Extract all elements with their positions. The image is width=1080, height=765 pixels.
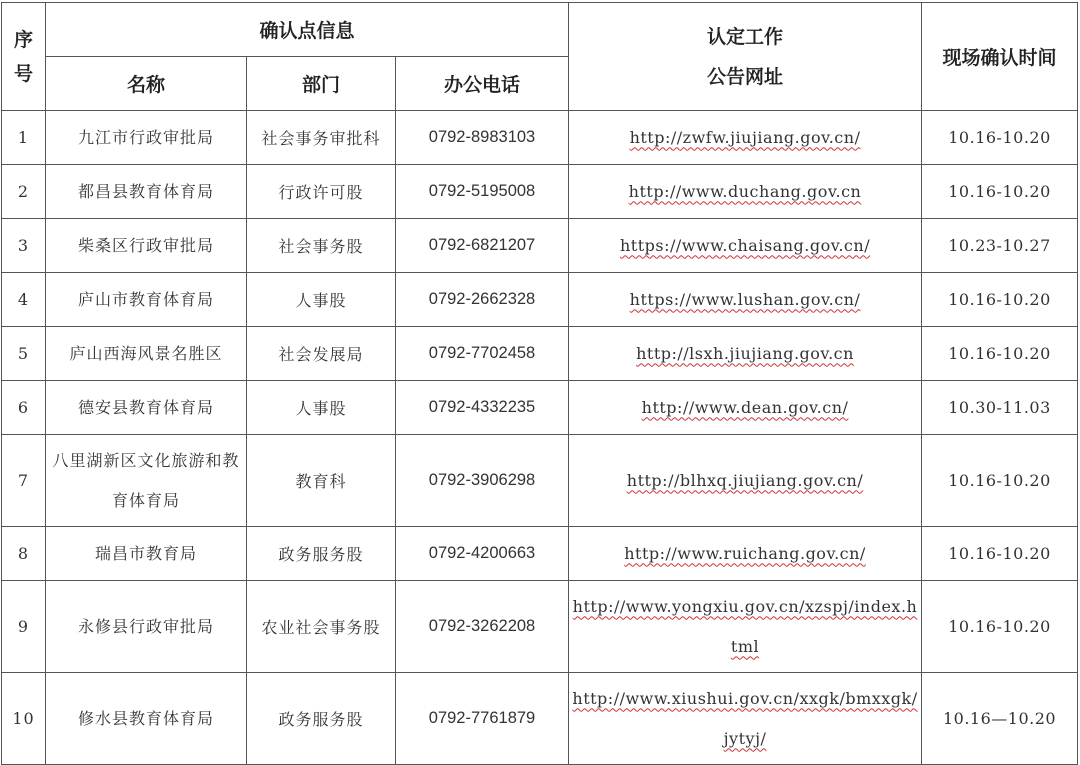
office-phone-cell: 0792-4332235 bbox=[396, 381, 569, 435]
office-name-cell: 都昌县教育体育局 bbox=[46, 165, 247, 219]
office-phone-cell: 0792-6821207 bbox=[396, 219, 569, 273]
office-name-cell: 九江市行政审批局 bbox=[46, 111, 247, 165]
announcement-url-link[interactable]: http://lsxh.jiujiang.gov.cn bbox=[636, 343, 854, 363]
table-row bbox=[2, 219, 1078, 273]
announcement-url-cell bbox=[569, 381, 922, 435]
announcement-url-link[interactable]: http://www.yongxiu.gov.cn/xzspj/index.html bbox=[572, 596, 918, 656]
department-cell: 教育科 bbox=[247, 435, 396, 527]
office-name-cell: 庐山西海风景名胜区 bbox=[46, 327, 247, 381]
table-row bbox=[2, 327, 1078, 381]
table-body bbox=[2, 111, 1078, 765]
announcement-url-link[interactable]: http://zwfw.jiujiang.gov.cn/ bbox=[629, 127, 861, 147]
department-cell: 社会发展局 bbox=[247, 327, 396, 381]
row-number-cell: 1 bbox=[2, 111, 46, 165]
office-name-cell: 瑞昌市教育局 bbox=[46, 527, 247, 581]
announcement-url-link[interactable]: http://blhxq.jiujiang.gov.cn/ bbox=[626, 470, 864, 490]
office-phone-cell: 0792-3906298 bbox=[396, 435, 569, 527]
confirmation-time-cell: 10.16-10.20 bbox=[922, 435, 1078, 527]
row-number-cell: 5 bbox=[2, 327, 46, 381]
header-dept: 部门 bbox=[247, 57, 396, 111]
announcement-url-cell bbox=[569, 111, 922, 165]
announcement-url-cell bbox=[569, 219, 922, 273]
announcement-url-link[interactable]: http://www.xiushui.gov.cn/xxgk/bmxxgk/jytyj/ bbox=[572, 688, 918, 748]
confirmation-time-cell: 10.16-10.20 bbox=[922, 327, 1078, 381]
confirmation-time-cell: 10.16-10.20 bbox=[922, 111, 1078, 165]
announcement-url-cell bbox=[569, 673, 922, 765]
office-name-cell: 柴桑区行政审批局 bbox=[46, 219, 247, 273]
row-number-cell: 9 bbox=[2, 581, 46, 673]
row-number-cell: 8 bbox=[2, 527, 46, 581]
announcement-url-link[interactable]: https://www.chaisang.gov.cn/ bbox=[619, 235, 871, 255]
table-row bbox=[2, 581, 1078, 673]
confirmation-time-cell: 10.16-10.20 bbox=[922, 581, 1078, 673]
office-phone-cell: 0792-7761879 bbox=[396, 673, 569, 765]
row-number-cell: 2 bbox=[2, 165, 46, 219]
row-number-cell: 4 bbox=[2, 273, 46, 327]
header-url-line1: 认定工作 bbox=[707, 25, 784, 48]
table-row bbox=[2, 435, 1078, 527]
department-cell: 农业社会事务股 bbox=[247, 581, 396, 673]
row-number-cell: 3 bbox=[2, 219, 46, 273]
row-number-cell: 6 bbox=[2, 381, 46, 435]
confirmation-time-cell: 10.16-10.20 bbox=[922, 165, 1078, 219]
department-cell: 社会事务股 bbox=[247, 219, 396, 273]
header-url bbox=[569, 3, 922, 111]
department-cell: 政务服务股 bbox=[247, 673, 396, 765]
announcement-url-cell bbox=[569, 327, 922, 381]
table-row bbox=[2, 527, 1078, 581]
office-name-cell: 庐山市教育体育局 bbox=[46, 273, 247, 327]
header-url-line2: 公告网址 bbox=[707, 65, 784, 88]
header-time: 现场确认时间 bbox=[922, 3, 1078, 111]
office-phone-cell: 0792-7702458 bbox=[396, 327, 569, 381]
office-phone-cell: 0792-2662328 bbox=[396, 273, 569, 327]
confirmation-time-cell: 10.16-10.20 bbox=[922, 527, 1078, 581]
announcement-url-cell bbox=[569, 165, 922, 219]
office-phone-cell: 0792-8983103 bbox=[396, 111, 569, 165]
header-row-1 bbox=[2, 3, 1078, 57]
office-phone-cell: 0792-3262208 bbox=[396, 581, 569, 673]
table-row bbox=[2, 111, 1078, 165]
confirmation-time-cell: 10.30-11.03 bbox=[922, 381, 1078, 435]
table-row bbox=[2, 381, 1078, 435]
department-cell: 人事股 bbox=[247, 273, 396, 327]
announcement-url-cell bbox=[569, 273, 922, 327]
announcement-url-link[interactable]: https://www.lushan.gov.cn/ bbox=[629, 289, 861, 309]
header-name: 名称 bbox=[46, 57, 247, 111]
table-row bbox=[2, 165, 1078, 219]
table-row bbox=[2, 673, 1078, 765]
confirmation-time-cell: 10.16—10.20 bbox=[922, 673, 1078, 765]
announcement-url-cell bbox=[569, 435, 922, 527]
office-name-cell: 八里湖新区文化旅游和教育体育局 bbox=[46, 435, 247, 527]
office-name-cell: 德安县教育体育局 bbox=[46, 381, 247, 435]
confirmation-time-cell: 10.16-10.20 bbox=[922, 273, 1078, 327]
department-cell: 政务服务股 bbox=[247, 527, 396, 581]
confirmation-time-cell: 10.23-10.27 bbox=[922, 219, 1078, 273]
office-name-cell: 永修县行政审批局 bbox=[46, 581, 247, 673]
announcement-url-link[interactable]: http://www.ruichang.gov.cn/ bbox=[624, 543, 866, 563]
table-row bbox=[2, 273, 1078, 327]
office-phone-cell: 0792-5195008 bbox=[396, 165, 569, 219]
announcement-url-link[interactable]: http://www.dean.gov.cn/ bbox=[641, 397, 849, 417]
row-number-cell: 7 bbox=[2, 435, 46, 527]
header-phone: 办公电话 bbox=[396, 57, 569, 111]
row-number-cell: 10 bbox=[2, 673, 46, 765]
office-phone-cell: 0792-4200663 bbox=[396, 527, 569, 581]
announcement-url-cell bbox=[569, 527, 922, 581]
header-group-confirm-info: 确认点信息 bbox=[46, 3, 569, 57]
office-name-cell: 修水县教育体育局 bbox=[46, 673, 247, 765]
department-cell: 人事股 bbox=[247, 381, 396, 435]
department-cell: 行政许可股 bbox=[247, 165, 396, 219]
confirmation-points-table bbox=[1, 2, 1078, 765]
department-cell: 社会事务审批科 bbox=[247, 111, 396, 165]
announcement-url-link[interactable]: http://www.duchang.gov.cn bbox=[628, 181, 862, 201]
header-seq: 序号 bbox=[2, 3, 46, 111]
announcement-url-cell bbox=[569, 581, 922, 673]
